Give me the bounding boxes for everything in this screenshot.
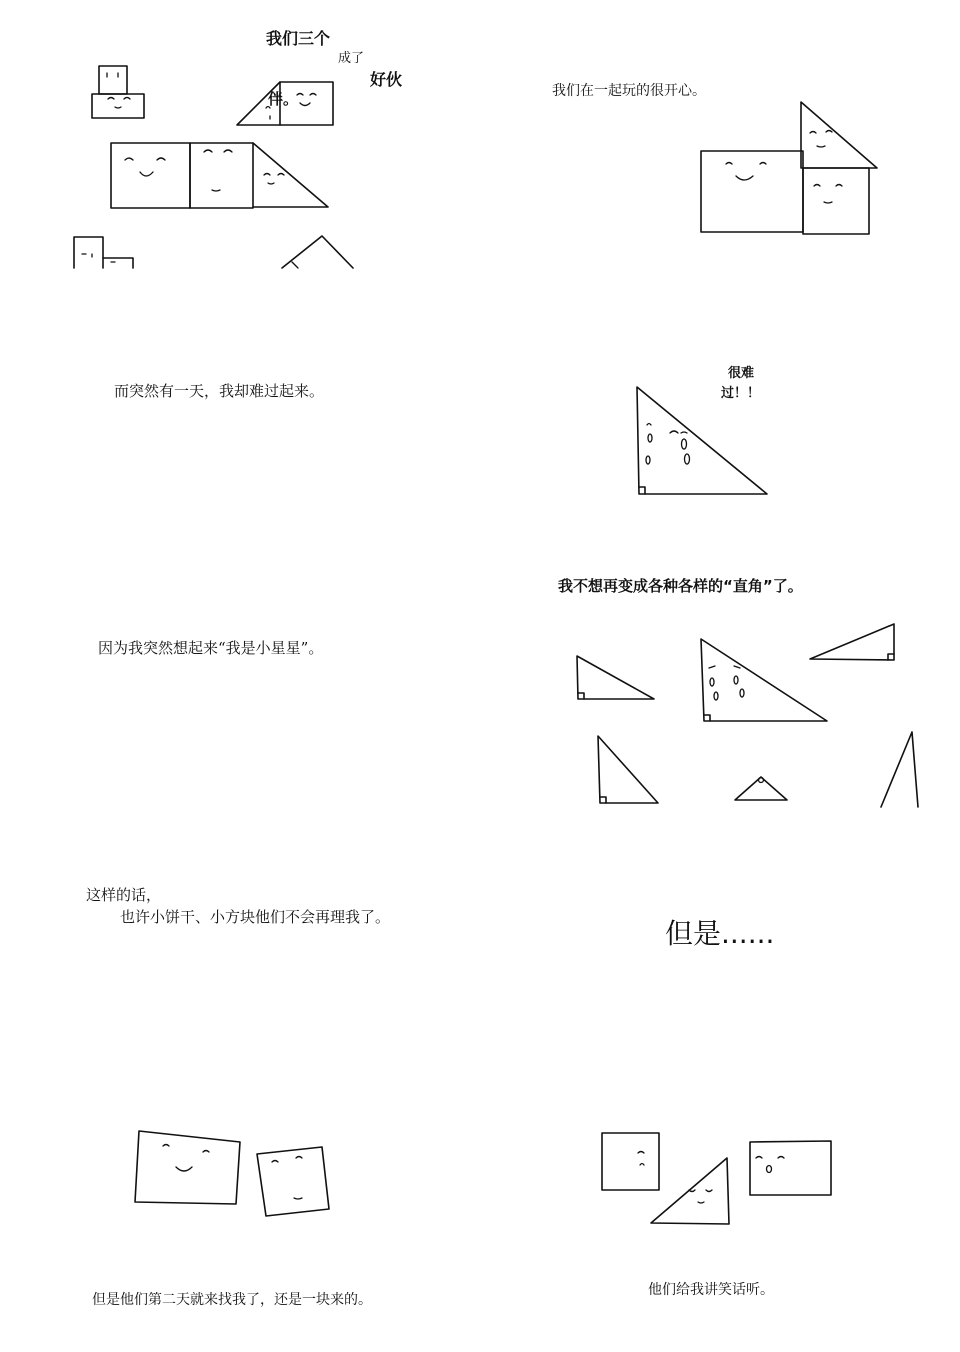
panel7-caption-line2: 也许小饼干、小方块他们不会再理我了。	[120, 908, 391, 926]
telling-jokes-drawing	[602, 1133, 831, 1224]
right-angle-triangles-drawing	[577, 624, 918, 807]
cookie-and-square-drawing	[135, 1131, 329, 1216]
panel9-caption: 但是他们第二天就来找我了，还是一块来的。	[92, 1292, 372, 1308]
panel4-speech-line2: 过！！	[721, 386, 761, 401]
triangle-square-drawing	[237, 82, 333, 125]
panel9-illustration	[0, 1100, 480, 1240]
panel2-illustration	[480, 0, 960, 280]
panel7-caption-line1: 这样的话，	[86, 886, 162, 904]
panel6-title: 我不想再变成各种各样的“直角”了。	[558, 577, 803, 595]
panel10-illustration	[480, 1110, 960, 1240]
panel10-caption: 他们给我讲笑话听。	[648, 1282, 774, 1298]
panel2-caption: 我们在一起玩的很开心。	[552, 83, 706, 99]
partial-shapes-drawing	[74, 236, 353, 268]
panel3-caption: 而突然有一天，我却难过起来。	[114, 382, 325, 400]
panel1-title-line2: 成了	[338, 51, 365, 66]
sad-triangle-drawing	[637, 387, 767, 494]
playing-together-drawing	[701, 102, 877, 234]
train-shape-drawing	[111, 143, 328, 208]
panel1-title-line1: 我们三个	[266, 29, 331, 48]
panel8-title: 但是......	[665, 917, 775, 950]
panel5-caption: 因为我突然想起来“我是小星星”。	[98, 639, 324, 657]
panel1-title-line4: 伴。	[268, 90, 299, 108]
panel4-speech-line1: 很难	[728, 366, 755, 381]
panel6-illustration	[480, 600, 960, 820]
panel1-title-line3: 好伙	[370, 70, 403, 89]
stacked-squares-drawing	[92, 66, 144, 118]
panel4-illustration	[480, 340, 960, 540]
panel1-illustration	[0, 0, 480, 280]
